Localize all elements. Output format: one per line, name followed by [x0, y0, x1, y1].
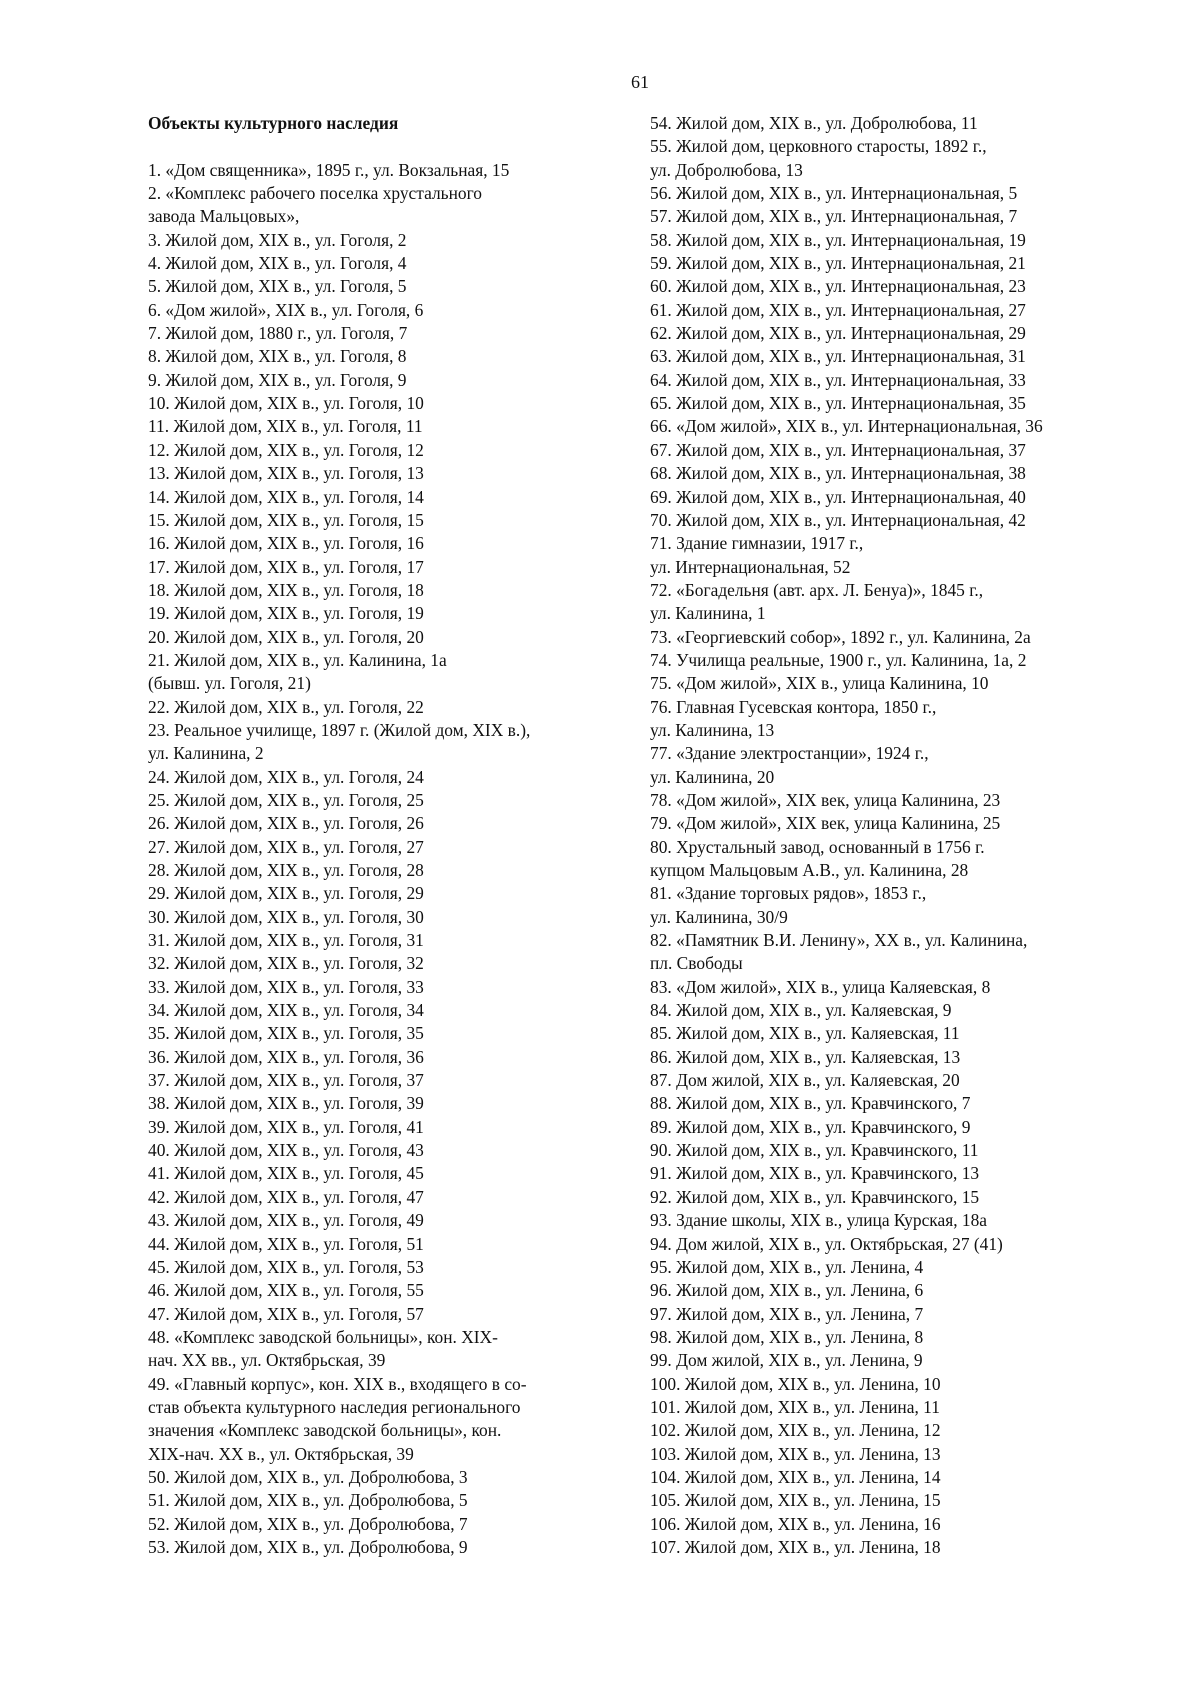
list-item: 33. Жилой дом, XIX в., ул. Гоголя, 33 — [148, 976, 424, 997]
list-item: 86. Жилой дом, XIX в., ул. Каляевская, 13 — [650, 1046, 961, 1067]
list-item: 71. Здание гимназии, 1917 г., — [650, 533, 864, 554]
list-item: 42. Жилой дом, XIX в., ул. Гоголя, 47 — [148, 1186, 424, 1207]
list-item: 106. Жилой дом, XIX в., ул. Ленина, 16 — [650, 1513, 941, 1534]
list-item: 53. Жилой дом, XIX в., ул. Добролюбова, 9 — [148, 1536, 468, 1557]
list-item: 52. Жилой дом, XIX в., ул. Добролюбова, 7 — [148, 1513, 468, 1534]
list-item: 99. Дом жилой, XIX в., ул. Ленина, 9 — [650, 1350, 923, 1371]
list-item: 58. Жилой дом, XIX в., ул. Интернациональная, 19 — [650, 229, 1026, 250]
list-item: 3. Жилой дом, XIX в., ул. Гоголя, 2 — [148, 229, 407, 250]
list-item: 20. Жилой дом, XIX в., ул. Гоголя, 20 — [148, 626, 424, 647]
list-item: 104. Жилой дом, XIX в., ул. Ленина, 14 — [650, 1466, 941, 1487]
list-item: 60. Жилой дом, XIX в., ул. Интернациональная, 23 — [650, 276, 1026, 297]
list-item: 102. Жилой дом, XIX в., ул. Ленина, 12 — [650, 1420, 941, 1441]
list-item: 59. Жилой дом, XIX в., ул. Интернациональная, 21 — [650, 253, 1026, 274]
list-item: 62. Жилой дом, XIX в., ул. Интернациональная, 29 — [650, 323, 1026, 344]
list-item: 69. Жилой дом, XIX в., ул. Интернациональная, 40 — [650, 486, 1026, 507]
list-item: 21. Жилой дом, XIX в., ул. Калинина, 1а — [148, 649, 447, 670]
list-item: 6. «Дом жилой», XIX в., ул. Гоголя, 6 — [148, 299, 424, 320]
list-item: 57. Жилой дом, XIX в., ул. Интернациональная, 7 — [650, 206, 1018, 227]
list-item: 31. Жилой дом, XIX в., ул. Гоголя, 31 — [148, 930, 424, 951]
list-item: 4. Жилой дом, XIX в., ул. Гоголя, 4 — [148, 253, 407, 274]
list-item: 63. Жилой дом, XIX в., ул. Интернациональная, 31 — [650, 346, 1026, 367]
list-item: 89. Жилой дом, XIX в., ул. Кравчинского, 9 — [650, 1116, 971, 1137]
list-item: 43. Жилой дом, XIX в., ул. Гоголя, 49 — [148, 1210, 424, 1231]
list-item: 73. «Георгиевский собор», 1892 г., ул. Калинина, 2а — [650, 626, 1031, 647]
list-item: 38. Жилой дом, XIX в., ул. Гоголя, 39 — [148, 1093, 424, 1114]
list-item: ул. Калинина, 20 — [650, 766, 775, 787]
list-item: 41. Жилой дом, XIX в., ул. Гоголя, 45 — [148, 1163, 424, 1184]
list-item: пл. Свободы — [650, 953, 743, 974]
list-item: 81. «Здание торговых рядов», 1853 г., — [650, 883, 927, 904]
right-column — [650, 112, 1120, 1559]
list-item: 68. Жилой дом, XIX в., ул. Интернациональная, 38 — [650, 463, 1026, 484]
list-item: 37. Жилой дом, XIX в., ул. Гоголя, 37 — [148, 1070, 424, 1091]
list-item: 51. Жилой дом, XIX в., ул. Добролюбова, 5 — [148, 1490, 468, 1511]
list-item: 30. Жилой дом, XIX в., ул. Гоголя, 30 — [148, 906, 424, 927]
list-item: 13. Жилой дом, XIX в., ул. Гоголя, 13 — [148, 463, 424, 484]
list-item: 88. Жилой дом, XIX в., ул. Кравчинского, 7 — [650, 1093, 971, 1114]
list-item: 74. Училища реальные, 1900 г., ул. Калинина, 1а, 2 — [650, 649, 1027, 670]
list-item: 8. Жилой дом, XIX в., ул. Гоголя, 8 — [148, 346, 407, 367]
list-item: 7. Жилой дом, 1880 г., ул. Гоголя, 7 — [148, 323, 408, 344]
list-item: 35. Жилой дом, XIX в., ул. Гоголя, 35 — [148, 1023, 424, 1044]
list-item: 87. Дом жилой, XIX в., ул. Каляевская, 20 — [650, 1070, 960, 1091]
list-item: 76. Главная Гусевская контора, 1850 г., — [650, 696, 937, 717]
list-item: 82. «Памятник В.И. Ленину», XX в., ул. Калинина, — [650, 930, 1028, 951]
list-item: 40. Жилой дом, XIX в., ул. Гоголя, 43 — [148, 1140, 424, 1161]
section-heading: Объекты культурного наследия — [148, 113, 399, 133]
list-item: 46. Жилой дом, XIX в., ул. Гоголя, 55 — [148, 1280, 424, 1301]
list-item: 47. Жилой дом, XIX в., ул. Гоголя, 57 — [148, 1303, 424, 1324]
list-item: 93. Здание школы, XIX в., улица Курская, 18а — [650, 1210, 988, 1231]
list-item: 28. Жилой дом, XIX в., ул. Гоголя, 28 — [148, 860, 424, 880]
list-item: 75. «Дом жилой», XIX в., улица Калинина, 10 — [650, 673, 989, 694]
list-item: нач. XX вв., ул. Октябрьская, 39 — [148, 1350, 386, 1371]
list-item: 14. Жилой дом, XIX в., ул. Гоголя, 14 — [148, 486, 424, 507]
list-item: 11. Жилой дом, XIX в., ул. Гоголя, 11 — [148, 416, 423, 437]
list-item: 9. Жилой дом, XIX в., ул. Гоголя, 9 — [148, 369, 407, 390]
list-item: ул. Калинина, 30/9 — [650, 906, 788, 927]
page-number: 61 — [631, 72, 649, 92]
list-item: 45. Жилой дом, XIX в., ул. Гоголя, 53 — [148, 1256, 424, 1277]
list-item: 85. Жилой дом, XIX в., ул. Каляевская, 11 — [650, 1023, 960, 1044]
list-item: завода Мальцовых», — [148, 206, 300, 227]
list-item: 79. «Дом жилой», XIX век, улица Калинина, 25 — [650, 813, 1001, 834]
list-item: 55. Жилой дом, церковного старосты, 1892 г., — [650, 136, 987, 157]
list-item: 2. «Комплекс рабочего поселка хрустального — [148, 183, 482, 204]
list-item: 98. Жилой дом, XIX в., ул. Ленина, 8 — [650, 1326, 924, 1347]
list-item: 49. «Главный корпус», кон. XIX в., входящего в со- — [148, 1373, 527, 1394]
list-item: 26. Жилой дом, XIX в., ул. Гоголя, 26 — [148, 813, 424, 834]
list-item: 65. Жилой дом, XIX в., ул. Интернациональная, 35 — [650, 393, 1026, 414]
list-item: 19. Жилой дом, XIX в., ул. Гоголя, 19 — [148, 603, 424, 624]
list-item: 66. «Дом жилой», XIX в., ул. Интернациональная, 36 — [650, 416, 1043, 437]
list-item: 94. Дом жилой, XIX в., ул. Октябрьская, 27 (41) — [650, 1233, 1003, 1254]
list-item: 83. «Дом жилой», XIX в., улица Каляевская, 8 — [650, 976, 991, 997]
list-item: 29. Жилой дом, XIX в., ул. Гоголя, 29 — [148, 883, 424, 904]
list-item: ул. Добролюбова, 13 — [650, 159, 803, 180]
list-item: 12. Жилой дом, XIX в., ул. Гоголя, 12 — [148, 439, 424, 460]
list-item: 84. Жилой дом, XIX в., ул. Каляевская, 9 — [650, 1000, 952, 1021]
list-item: 39. Жилой дом, XIX в., ул. Гоголя, 41 — [148, 1116, 424, 1137]
heritage-list-right — [650, 112, 1120, 1559]
list-item: 18. Жилой дом, XIX в., ул. Гоголя, 18 — [148, 579, 424, 600]
list-item: 100. Жилой дом, XIX в., ул. Ленина, 10 — [650, 1373, 941, 1394]
list-item: 97. Жилой дом, XIX в., ул. Ленина, 7 — [650, 1303, 924, 1324]
list-item: 27. Жилой дом, XIX в., ул. Гоголя, 27 — [148, 836, 424, 857]
list-item: 23. Реальное училище, 1897 г. (Жилой дом, XIX в.), — [148, 719, 531, 740]
list-item: 36. Жилой дом, XIX в., ул. Гоголя, 36 — [148, 1046, 424, 1067]
list-item: 78. «Дом жилой», XIX век, улица Калинина, 23 — [650, 789, 1001, 810]
list-item: 16. Жилой дом, XIX в., ул. Гоголя, 16 — [148, 533, 424, 554]
list-item: 15. Жилой дом, XIX в., ул. Гоголя, 15 — [148, 509, 424, 530]
list-item: купцом Мальцовым А.В., ул. Калинина, 28 — [650, 860, 969, 880]
list-item: 44. Жилой дом, XIX в., ул. Гоголя, 51 — [148, 1233, 424, 1254]
list-item: 50. Жилой дом, XIX в., ул. Добролюбова, 3 — [148, 1466, 468, 1487]
list-item: 34. Жилой дом, XIX в., ул. Гоголя, 34 — [148, 1000, 424, 1021]
list-item: 17. Жилой дом, XIX в., ул. Гоголя, 17 — [148, 556, 424, 577]
left-column — [148, 112, 628, 1559]
list-item: значения «Комплекс заводской больницы», кон. — [148, 1420, 502, 1441]
list-item: став объекта культурного наследия регионального — [148, 1396, 521, 1417]
list-item: 96. Жилой дом, XIX в., ул. Ленина, 6 — [650, 1280, 924, 1301]
heading-spacer — [148, 135, 628, 158]
list-item: 80. Хрустальный завод, основанный в 1756 г. — [650, 836, 985, 857]
list-item: 105. Жилой дом, XIX в., ул. Ленина, 15 — [650, 1490, 941, 1511]
list-item: 24. Жилой дом, XIX в., ул. Гоголя, 24 — [148, 766, 424, 787]
list-item: ул. Калинина, 1 — [650, 603, 766, 624]
list-item: XIX-нач. XX в., ул. Октябрьская, 39 — [148, 1443, 414, 1464]
list-item: 48. «Комплекс заводской больницы», кон. XIX- — [148, 1326, 498, 1347]
list-item: 61. Жилой дом, XIX в., ул. Интернациональная, 27 — [650, 299, 1026, 320]
list-item: 32. Жилой дом, XIX в., ул. Гоголя, 32 — [148, 953, 424, 974]
list-item: 92. Жилой дом, XIX в., ул. Кравчинского, 15 — [650, 1186, 980, 1207]
list-item: 54. Жилой дом, XIX в., ул. Добролюбова, 11 — [650, 113, 978, 133]
list-item: 10. Жилой дом, XIX в., ул. Гоголя, 10 — [148, 393, 424, 414]
list-item: (бывш. ул. Гоголя, 21) — [148, 673, 311, 694]
list-item: 101. Жилой дом, XIX в., ул. Ленина, 11 — [650, 1396, 940, 1417]
list-item: ул. Калинина, 2 — [148, 743, 264, 764]
list-item: 77. «Здание электростанции», 1924 г., — [650, 743, 929, 764]
list-item: 25. Жилой дом, XIX в., ул. Гоголя, 25 — [148, 789, 424, 810]
list-item: 95. Жилой дом, XIX в., ул. Ленина, 4 — [650, 1256, 924, 1277]
list-item: 5. Жилой дом, XIX в., ул. Гоголя, 5 — [148, 276, 407, 297]
list-item: 91. Жилой дом, XIX в., ул. Кравчинского, 13 — [650, 1163, 980, 1184]
list-item: 90. Жилой дом, XIX в., ул. Кравчинского, 11 — [650, 1140, 979, 1161]
list-item: 107. Жилой дом, XIX в., ул. Ленина, 18 — [650, 1536, 941, 1557]
list-item: ул. Калинина, 13 — [650, 719, 775, 740]
list-item: 22. Жилой дом, XIX в., ул. Гоголя, 22 — [148, 696, 424, 717]
list-item: 64. Жилой дом, XIX в., ул. Интернациональная, 33 — [650, 369, 1026, 390]
list-item: 103. Жилой дом, XIX в., ул. Ленина, 13 — [650, 1443, 941, 1464]
list-item: ул. Интернациональная, 52 — [650, 556, 851, 577]
list-item: 70. Жилой дом, XIX в., ул. Интернациональная, 42 — [650, 509, 1026, 530]
list-item: 72. «Богадельня (авт. арх. Л. Бенуа)», 1845 г., — [650, 579, 984, 600]
list-item: 56. Жилой дом, XIX в., ул. Интернациональная, 5 — [650, 183, 1018, 204]
heritage-list-left — [148, 159, 628, 1560]
list-item: 67. Жилой дом, XIX в., ул. Интернациональная, 37 — [650, 439, 1026, 460]
list-item: 1. «Дом священника», 1895 г., ул. Вокзальная, 15 — [148, 159, 510, 180]
